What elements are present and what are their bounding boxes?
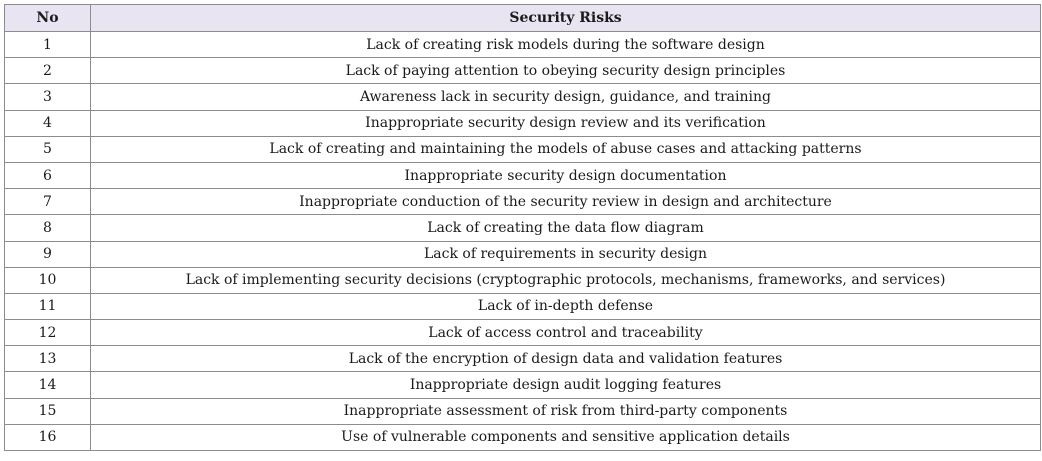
row-risk: Use of vulnerable components and sensitive application details (91, 424, 1041, 450)
row-number: 4 (5, 110, 91, 136)
row-risk: Inappropriate security design documentation (91, 162, 1041, 188)
table-row (5, 162, 1041, 188)
row-risk: Lack of creating and maintaining the models of abuse cases and attacking patterns (91, 136, 1041, 162)
row-risk: Inappropriate security design review and its verification (91, 110, 1041, 136)
table-row (5, 424, 1041, 450)
row-risk: Lack of creating the data flow diagram (91, 215, 1041, 241)
row-risk: Inappropriate conduction of the security review in design and architecture (91, 189, 1041, 215)
table-row (5, 189, 1041, 215)
row-risk: Lack of the encryption of design data and validation features (91, 346, 1041, 372)
row-risk: Lack of requirements in security design (91, 241, 1041, 267)
row-number: 12 (5, 320, 91, 346)
table-header-row (5, 5, 1041, 32)
row-number: 14 (5, 372, 91, 398)
row-risk: Awareness lack in security design, guidance, and training (91, 84, 1041, 110)
table-row (5, 346, 1041, 372)
table-row (5, 58, 1041, 84)
table-row (5, 267, 1041, 293)
row-number: 16 (5, 424, 91, 450)
header-no: No (5, 5, 91, 32)
table-row (5, 136, 1041, 162)
row-number: 5 (5, 136, 91, 162)
table-row (5, 110, 1041, 136)
security-risks-table (4, 4, 1041, 451)
header-security-risks: Security Risks (91, 5, 1041, 32)
row-number: 10 (5, 267, 91, 293)
row-number: 9 (5, 241, 91, 267)
table-row (5, 32, 1041, 58)
row-number: 8 (5, 215, 91, 241)
table-row (5, 84, 1041, 110)
table-row (5, 293, 1041, 319)
row-risk: Lack of in-depth defense (91, 293, 1041, 319)
row-risk: Lack of creating risk models during the software design (91, 32, 1041, 58)
row-number: 6 (5, 162, 91, 188)
row-number: 1 (5, 32, 91, 58)
row-number: 7 (5, 189, 91, 215)
row-risk: Lack of paying attention to obeying security design principles (91, 58, 1041, 84)
table-row (5, 372, 1041, 398)
row-risk: Inappropriate assessment of risk from third-party components (91, 398, 1041, 424)
row-risk: Lack of implementing security decisions (cryptographic protocols, mechanisms, frameworks, and services) (91, 267, 1041, 293)
table-row (5, 320, 1041, 346)
row-risk: Inappropriate design audit logging features (91, 372, 1041, 398)
row-number: 11 (5, 293, 91, 319)
table-row (5, 241, 1041, 267)
row-number: 13 (5, 346, 91, 372)
row-number: 3 (5, 84, 91, 110)
table-row (5, 215, 1041, 241)
table-row (5, 398, 1041, 424)
row-risk: Lack of access control and traceability (91, 320, 1041, 346)
row-number: 2 (5, 58, 91, 84)
row-number: 15 (5, 398, 91, 424)
